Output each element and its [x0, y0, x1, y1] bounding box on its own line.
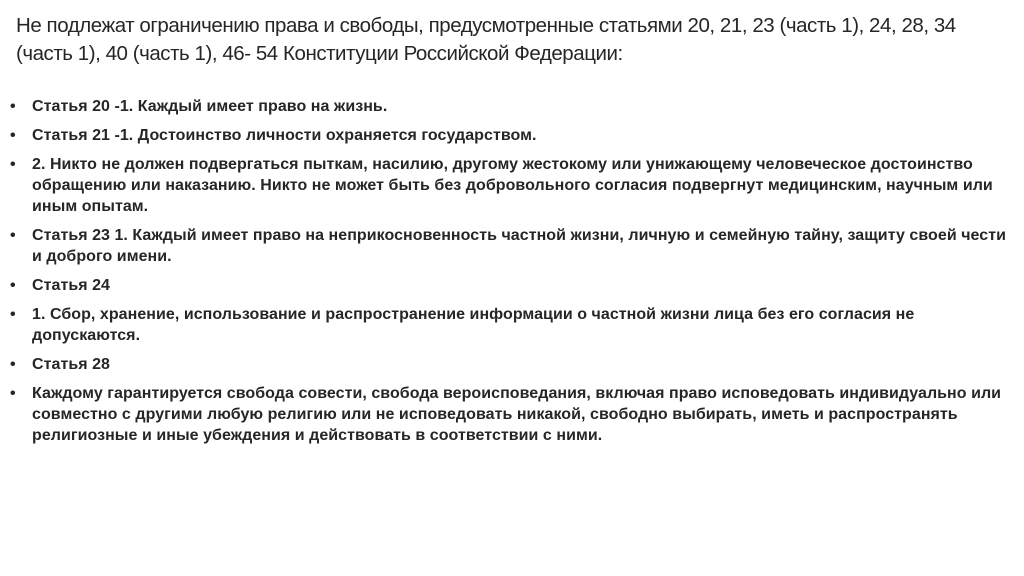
bullet-dot-icon: • [10, 306, 16, 323]
bullet-text: Статья 20 -1. Каждый имеет право на жизнь. [32, 98, 388, 115]
bullet-item [10, 96, 1010, 117]
bullet-dot-icon: • [10, 98, 16, 115]
bullet-text: 1. Сбор, хранение, использование и распространение информации о частной жизни лица без его согласия не допускаются. [32, 306, 915, 344]
bullet-item [10, 383, 1010, 446]
bullet-item [10, 275, 1010, 296]
bullet-dot-icon: • [10, 356, 16, 373]
bullet-item [10, 125, 1010, 146]
bullet-text: Статья 23 1. Каждый имеет право на неприкосновенность частной жизни, личную и семейную тайну, защиту своей чести и доброго имени. [32, 227, 1006, 265]
bullet-dot-icon: • [10, 127, 16, 144]
bullet-text: Статья 21 -1. Достоинство личности охраняется государством. [32, 127, 537, 144]
bullet-item [10, 354, 1010, 375]
bullet-dot-icon: • [10, 156, 16, 173]
bullet-text: Статья 28 [32, 356, 110, 373]
bullet-text: Каждому гарантируется свобода совести, свобода вероисповедания, включая право исповедовать индивидуально или совместно с другими любую религию или не исповедовать никакой, свободно выбирать, иметь и распространять религиозные и иные убеждения и действовать в соответствии с ними. [32, 385, 1002, 444]
bullet-item [10, 154, 1010, 217]
bullet-dot-icon: • [10, 277, 16, 294]
slide-title: Не подлежат ограничению права и свободы, предусмотренные статьями 20, 21, 23 (часть 1), 24, 28, 34 (часть 1), 40 (часть 1), 46- 54 Конституции Российской Федерации: [16, 14, 956, 65]
bullet-dot-icon: • [10, 227, 16, 244]
bullet-text: Статья 24 [32, 277, 110, 294]
bullet-text: 2. Никто не должен подвергаться пыткам, насилию, другому жестокому или унижающему человеческое достоинство обращению или наказанию. Никто не может быть без добровольного согласия подвергнут медицинским, научным или иным опытам. [32, 156, 993, 215]
bullet-list [10, 96, 1010, 454]
bullet-dot-icon: • [10, 385, 16, 402]
bullet-item [10, 225, 1010, 267]
bullet-item [10, 304, 1010, 346]
